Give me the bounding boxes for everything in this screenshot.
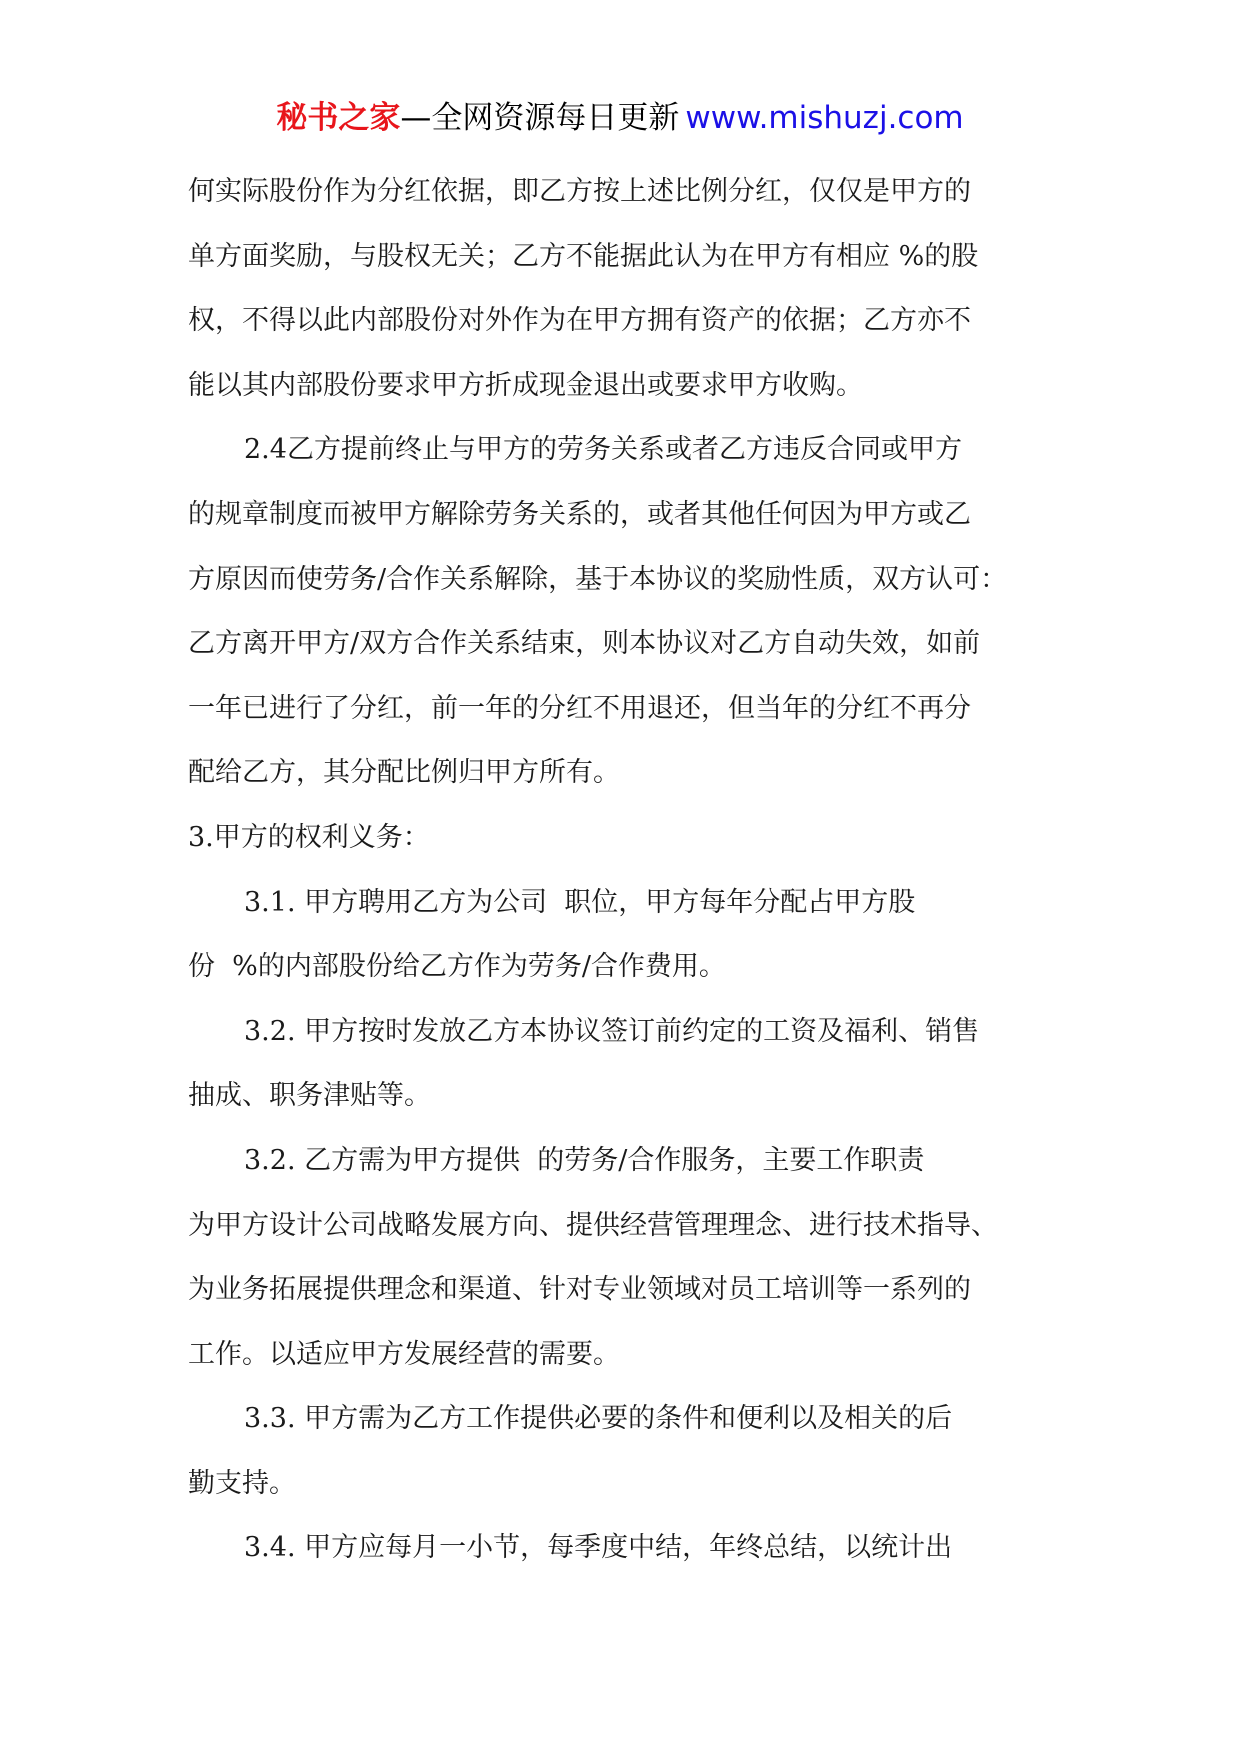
document-body <box>188 160 1068 1581</box>
text-line: 的规章制度而被甲方解除劳务关系的，或者其他任何因为甲方或乙 <box>188 498 971 530</box>
text-line: 3.3. 甲方需为乙方工作提供必要的条件和便利以及相关的后 <box>244 1403 953 1435</box>
text-line: 为甲方设计公司战略发展方向、提供经营管理理念、进行技术指导、 <box>188 1209 998 1241</box>
text-line: 3.2. 甲方按时发放乙方本协议签订前约定的工资及福利、销售 <box>244 1015 980 1047</box>
text-line: 3.2. 乙方需为甲方提供 的劳务/合作服务，主要工作职责 <box>244 1144 925 1176</box>
text-line: 一年已进行了分红，前一年的分红不用退还，但当年的分红不再分 <box>188 692 971 724</box>
text-line: 单方面奖励，与股权无关；乙方不能据此认为在甲方有相应 %的股 <box>188 240 979 272</box>
text-line: 抽成、职务津贴等。 <box>188 1080 431 1112</box>
text-line: 工作。以适应甲方发展经营的需要。 <box>188 1338 620 1370</box>
site-brand: 秘书之家 <box>276 100 401 136</box>
site-url-link[interactable]: www.mishuzj.com <box>685 100 964 136</box>
text-line: 3.1. 甲方聘用乙方为公司 职位，甲方每年分配占甲方股 <box>244 886 916 918</box>
text-line: 配给乙方，其分配比例归甲方所有。 <box>188 757 620 789</box>
section-heading: 3.甲方的权利义务： <box>188 821 430 853</box>
text-line: 3.4. 甲方应每月一小节，每季度中结，年终总结，以统计出 <box>244 1532 953 1564</box>
site-tagline: —全网资源每日更新 <box>400 100 680 136</box>
site-header <box>0 98 1240 138</box>
text-line: 权，不得以此内部股份对外作为在甲方拥有资产的依据；乙方亦不 <box>188 305 971 337</box>
text-line: 方原因而使劳务/合作关系解除，基于本协议的奖励性质，双方认可： <box>188 563 1008 595</box>
text-line: 份 %的内部股份给乙方作为劳务/合作费用。 <box>188 951 726 983</box>
text-line: 勤支持。 <box>188 1467 296 1499</box>
text-line: 能以其内部股份要求甲方折成现金退出或要求甲方收购。 <box>188 369 863 401</box>
text-line: 何实际股份作为分红依据，即乙方按上述比例分红，仅仅是甲方的 <box>188 176 971 207</box>
text-line: 为业务拓展提供理念和渠道、针对专业领域对员工培训等一系列的 <box>188 1274 971 1306</box>
text-line: 2.4乙方提前终止与甲方的劳务关系或者乙方违反合同或甲方 <box>244 434 962 466</box>
text-line: 乙方离开甲方/双方合作关系结束，则本协议对乙方自动失效，如前 <box>188 628 981 660</box>
